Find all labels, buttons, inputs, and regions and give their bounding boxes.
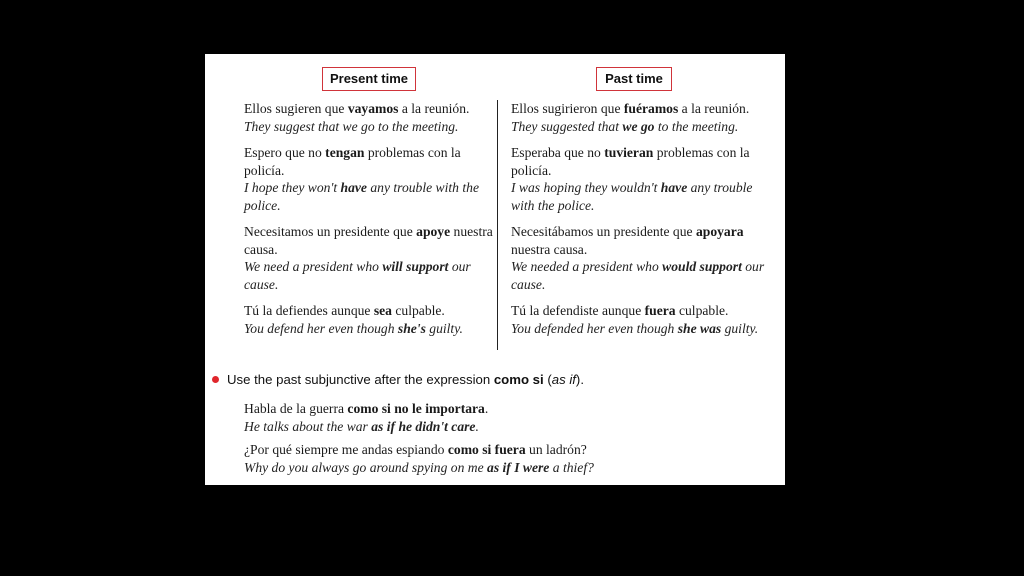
english-translation: He talks about the war as if he didn't care.	[244, 418, 479, 434]
english-translation: They suggest that we go to the meeting.	[244, 118, 459, 134]
bullet-icon	[212, 376, 219, 383]
present-example-1	[244, 100, 494, 135]
spanish-sentence: Tú la defendiste aunque fuera culpable.	[511, 303, 729, 318]
spanish-sentence: Ellos sugieren que vayamos a la reunión.	[244, 101, 470, 116]
present-example-2	[244, 144, 494, 214]
english-translation: Why do you always go around spying on me as if I were a thief?	[244, 459, 594, 475]
english-translation: You defended her even though she was guilty.	[511, 320, 759, 336]
past-time-header: Past time	[596, 67, 672, 91]
spanish-sentence: Necesitamos un presidente que apoye nuestra causa.	[244, 224, 493, 257]
como-si-rule: Use the past subjunctive after the expression como si (as if).	[212, 372, 584, 387]
como-si-example-2	[244, 441, 774, 476]
spanish-sentence: Necesitábamos un presidente que apoyara nuestra causa.	[511, 224, 744, 257]
spanish-sentence: Esperaba que no tuvieran problemas con la policía.	[511, 145, 750, 178]
past-example-3	[511, 223, 773, 293]
spanish-sentence: Tú la defiendes aunque sea culpable.	[244, 303, 445, 318]
spanish-sentence: ¿Por qué siempre me andas espiando como si fuera un ladrón?	[244, 442, 587, 457]
present-example-4	[244, 302, 494, 337]
textbook-page	[205, 54, 785, 485]
english-translation: We need a president who will support our cause.	[244, 259, 471, 292]
english-translation: You defend her even though she's guilty.	[244, 320, 463, 336]
como-si-example-1	[244, 400, 774, 435]
english-translation: I hope they won't have any trouble with the police.	[244, 180, 479, 213]
spanish-sentence: Espero que no tengan problemas con la policía.	[244, 145, 461, 178]
english-translation: We needed a president who would support our cause.	[511, 259, 765, 292]
past-example-2	[511, 144, 773, 214]
english-translation: I was hoping they wouldn't have any trouble with the police.	[511, 180, 753, 213]
past-example-4	[511, 302, 773, 337]
spanish-sentence: Ellos sugirieron que fuéramos a la reunión.	[511, 101, 750, 116]
english-translation: They suggested that we go to the meeting.	[511, 118, 739, 134]
spanish-sentence: Habla de la guerra como si no le importara.	[244, 401, 489, 416]
past-example-1	[511, 100, 773, 135]
present-example-3	[244, 223, 494, 293]
present-time-header: Present time	[322, 67, 416, 91]
column-divider	[497, 100, 498, 350]
